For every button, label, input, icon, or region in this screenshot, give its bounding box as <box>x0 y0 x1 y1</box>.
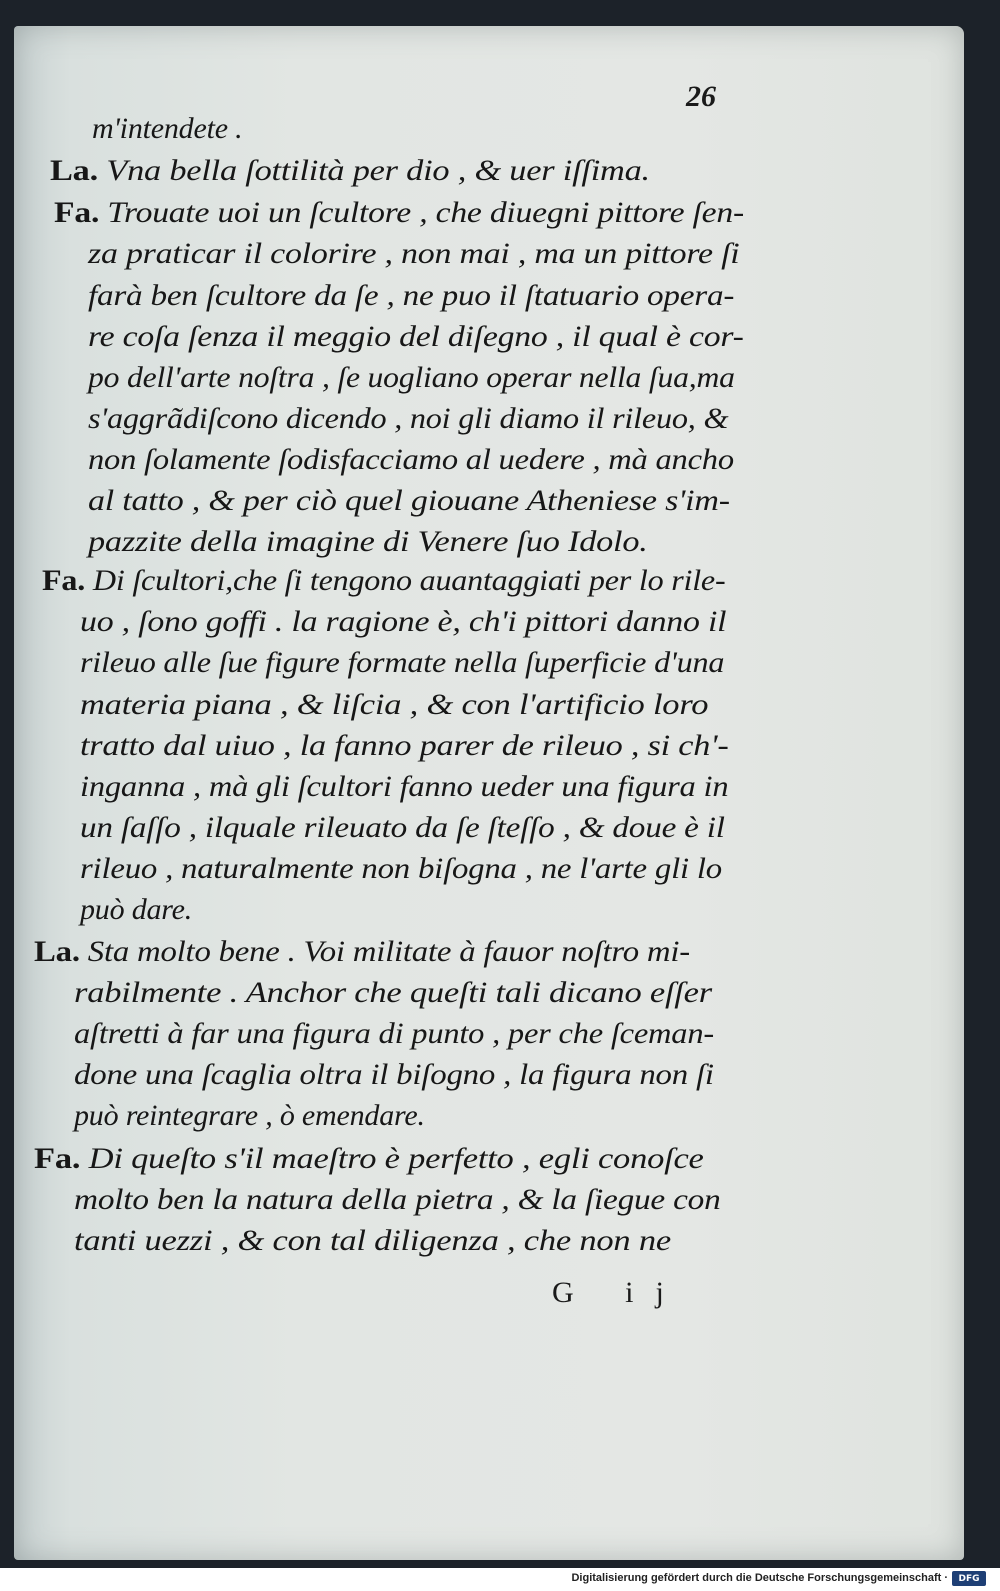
line-text: molto ben la natura della pietra , & la ſiegue con <box>74 1183 721 1216</box>
text-line <box>88 441 734 479</box>
signature-mark: G ij <box>552 1276 686 1309</box>
text-line <box>80 603 726 641</box>
line-text: done una ſcaglia oltra il biſogno , la figura non ſi <box>74 1058 714 1091</box>
text-line <box>54 194 744 232</box>
text-line <box>74 1015 714 1053</box>
text-line <box>88 359 735 397</box>
line-text: re coſa ſenza il meggio del diſegno , il qual è cor- <box>88 320 744 353</box>
line-text: Vna bella ſottilità per dio , & uer iſſima. <box>106 154 650 187</box>
dfg-logo-icon: DFG <box>952 1571 986 1586</box>
line-text: un ſaſſo , ilquale rileuato da ſe ſteſſo , & doue è il <box>80 811 725 844</box>
text-line <box>80 768 728 806</box>
footer-credit: Digitalisierung gefördert durch die Deutsche Forschungsgemeinschaft · <box>571 1572 948 1584</box>
line-text: pazzite della imagine di Venere ſuo Idolo. <box>88 525 648 558</box>
speaker-label: Fa. <box>42 564 93 597</box>
footer-bar <box>0 1568 1000 1591</box>
text-line <box>34 933 690 971</box>
line-text: tanti uezzi , & con tal diligenza , che non ne <box>74 1224 671 1257</box>
page-number: 26 <box>686 80 716 113</box>
text-line <box>80 891 192 929</box>
speaker-label: Fa. <box>54 196 108 229</box>
line-text: non ſolamente ſodisfacciamo al uedere , mà ancho <box>88 443 734 476</box>
text-line <box>50 152 650 190</box>
text-line <box>88 277 734 315</box>
text-line <box>74 1056 714 1094</box>
text-line <box>74 1181 721 1219</box>
line-text: inganna , mà gli ſcultori fanno ueder una figura in <box>80 770 729 803</box>
speaker-label: Fa. <box>34 1142 89 1175</box>
line-text: rileuo , naturalmente non biſogna , ne l'arte gli lo <box>80 852 722 885</box>
line-text: uo , ſono goffi . la ragione è, ch'i pittori danno il <box>80 605 727 638</box>
text-line <box>34 1140 704 1178</box>
text-line <box>80 644 724 682</box>
line-text: aſtretti à far una figura di punto , per che ſceman- <box>74 1017 714 1050</box>
line-text: po dell'arte noſtra , ſe uogliano operar nella ſua,ma <box>88 361 735 394</box>
line-text: m'intendete . <box>92 112 243 145</box>
line-text: può dare. <box>80 893 193 926</box>
line-text: s'aggrãdiſcono dicendo , noi gli diamo il rileuo, & <box>88 402 729 435</box>
text-line <box>74 974 712 1012</box>
line-text: al tatto , & per ciò quel giouane Atheniese s'im- <box>88 484 730 517</box>
text-line <box>88 235 739 273</box>
text-line <box>80 727 729 765</box>
text-line <box>80 809 725 847</box>
line-text: materia piana , & liſcia , & con l'artificio loro <box>80 688 709 721</box>
text-line <box>92 110 242 148</box>
line-text: rileuo alle ſue figure formate nella ſuperficie d'una <box>80 646 725 679</box>
text-line <box>74 1097 425 1135</box>
line-text: Sta molto bene . Voi militate à fauor noſtro mi- <box>87 935 690 968</box>
speaker-label: La. <box>34 935 88 968</box>
line-text: farà ben ſcultore da ſe , ne puo il ſtatuario opera- <box>88 279 735 312</box>
text-line <box>80 850 722 888</box>
line-text: Di queſto s'il maeſtro è perfetto , egli conoſce <box>88 1142 704 1175</box>
text-line <box>74 1222 671 1260</box>
line-text: Trouate uoi un ſcultore , che diuegni pittore ſen- <box>107 196 744 229</box>
text-line <box>80 686 708 724</box>
line-text: tratto dal uiuo , la fanno parer de rileuo , si ch'- <box>80 729 729 762</box>
text-line <box>88 523 648 561</box>
text-line <box>88 482 730 520</box>
speaker-label: La. <box>50 154 107 187</box>
line-text: za praticar il colorire , non mai , ma un pittore ſi <box>88 237 740 270</box>
line-text: può reintegrare , ò emendare. <box>74 1099 425 1132</box>
text-line <box>88 318 744 356</box>
text-line <box>42 562 725 600</box>
line-text: rabilmente . Anchor che queſti tali dicano eſſer <box>74 976 712 1009</box>
line-text: Di ſcultori,che ſi tengono auantaggiati per lo rile- <box>92 564 726 597</box>
text-line <box>88 400 728 438</box>
